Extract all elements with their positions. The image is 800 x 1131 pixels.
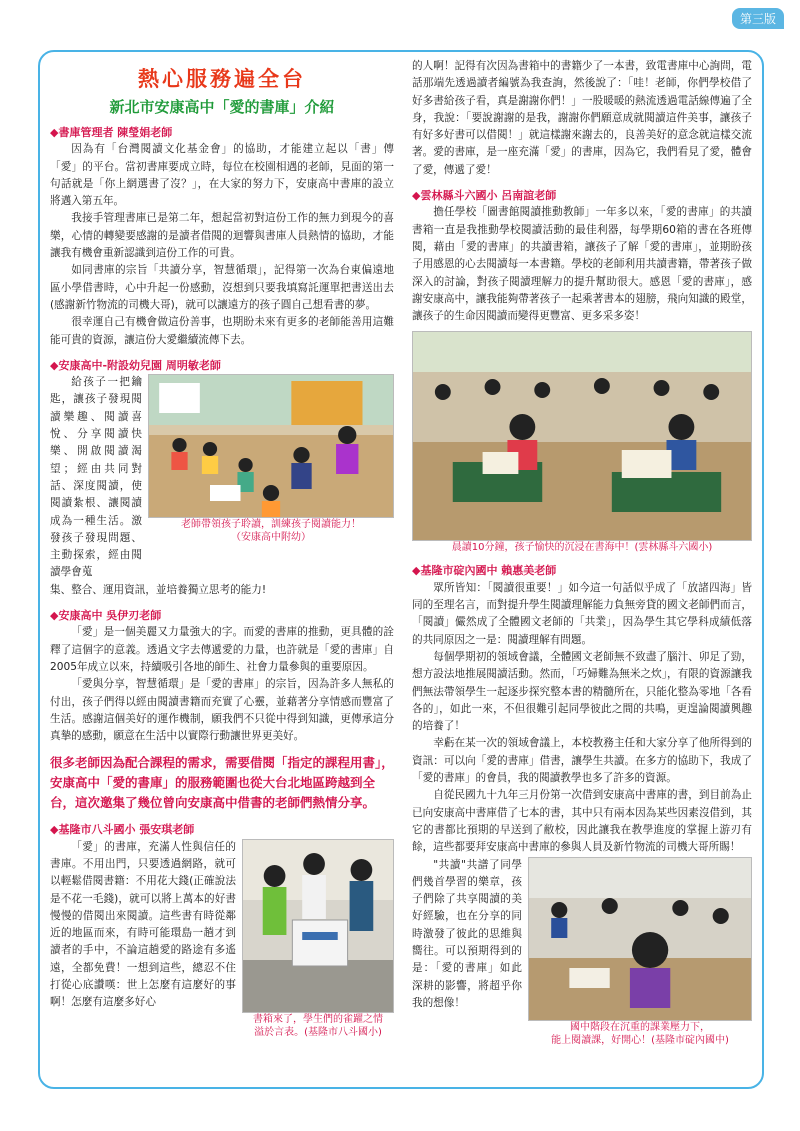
photo-caption: （安康高中附幼） <box>231 532 311 544</box>
paragraph: 的人啊！記得有次因為書箱中的書籍少了一本書，致電書庫中心詢問，電話那端先透過讀者編號為我查詢，然後說了：「哇！老師，你們學校借了好多書給孩子看，真是謝謝你們！」一股暖暖的熱流透過電話線傳遍了全身，我說：「要說謝謝的是我，謝謝你們願意成就閱讀這件美事，讓孩子有好多好書可以借閱！」就這樣謝來謝去的，良善美好的意念就這樣交流著。愛的書庫，是一座充滿「愛」的書庫，因為它，我們看見了愛，體會了愛，傳遞了愛！ <box>412 60 752 176</box>
dingnei-block <box>412 857 752 1047</box>
classroom-reading-photo <box>412 331 752 541</box>
section-heading-chen: ◆書庫管理者 陳瑩娟老師 <box>50 126 173 139</box>
paragraph: 擔任學校「圖書館閱讀推動教師」一年多以來，「愛的書庫」的共讀書箱一直是我推動學校閱讀活動的最佳利器，每學期60箱的書在各班傳閱，藉由「愛的書庫」的共讀書箱，讓孩子了解「愛的書庫」，並期盼孩子用感恩的心去閱讀每一本書籍。學校的老師利用共讀書籍，帶著孩子做深入的討論，對孩子閱讀理解力的提升幫助很大。感恩「愛的書庫」，感謝安康高中，讓我能夠帶著孩子一起乘著書本的翅膀，飛向知識的殿堂，讓孩子的生命因閱讀而變得更豐富、更多采多姿！ <box>412 206 752 323</box>
paragraph: 集、整合、運用資訊，並培養獨立思考的能力! <box>50 583 267 596</box>
paragraph: 給孩子一把鑰匙，讓孩子發現閱讀樂趣、閱讀喜悅、分享閱讀快樂、開啟閱讀渴望；經由共同對話、深度閱讀，使閱讀紮根、讓閱讀成為一種生活。激發孩子發現問題、主動探索，經由閱讀學會蒐 <box>50 376 142 579</box>
section-heading-lai: ◆基隆市碇內國中 賴惠美老師 <box>412 564 557 578</box>
photo-caption: 國中階段在沉重的課業壓力下， <box>570 1021 710 1033</box>
junior-high-photo <box>528 857 752 1021</box>
right-column <box>412 58 752 1047</box>
paragraph: 眾所皆知：「閱讀很重要！」如今這一句話似乎成了「放諸四海」皆同的至理名言，而對提升學生閱讀理解能力負無旁貸的國文老師們而言，「閱讀」儼然成了全體國文老師的「共業」，因為學生其它學科成績低落的共同原因之一是：閱讀理解有問題。 <box>412 581 752 646</box>
kindergarten-photo <box>148 374 394 518</box>
paragraph: 如同書庫的宗旨「共讀分享，智慧循環」，記得第一次為台東偏遠地區小學借書時，心中升起一份感動，沒想到只要我填寫託運單把書送出去(感謝新竹物流的司機大哥)，就可以讓遠方的孩子圓自己想看書的夢。 <box>50 264 394 311</box>
badou-block <box>50 839 394 1039</box>
paragraph: 幸虧在某一次的領域會議上，本校教務主任和大家分享了他所得到的資訊：可以向「愛的書庫」借書，讓學生共讀。在多方的協助下，我成了「愛的書庫」的會員，我的閱讀教學也多了許多的資源。 <box>412 737 752 785</box>
page-title: 熱心服務遍全台 <box>138 67 306 91</box>
photo-caption: 溢於言表。(基隆市八斗國小) <box>254 1026 382 1038</box>
paragraph: 我接手管理書庫已是第二年，想起當初對這份工作的無力到現今的喜樂，心情的轉變要感謝的是讀者借閱的迴響與書庫人員熱情的協助，才能讓我有機會重新認識到這份工作的可貴。 <box>50 212 394 260</box>
photo-caption: 書箱來了，學生們的雀躍之情 <box>253 1013 383 1025</box>
section-heading-wu: ◆安康高中 吳伊刃老師 <box>50 609 162 623</box>
left-column <box>50 58 394 1039</box>
paragraph: 每個學期初的領域會議，全體國文老師無不致盡了腦汁、卯足了勁，想方設法地推展閱讀活動。然而，「巧婦難為無米之炊」，有限的資源讓我們無法帶領學生一起逐步探究整本書的精髓所在，只能化整為零地「各看各的」，如此一來，不但很難引起同學彼此之間的共鳴，更遑論閱讀興趣的培養了！ <box>412 650 752 733</box>
paragraph: 很幸運自己有機會做這份善事，也期盼未來有更多的老師能善用這難能可貴的資源，讓這份大愛繼續流傳下去。 <box>50 316 394 346</box>
paragraph: 「愛與分享，智慧循環」是「愛的書庫」的宗旨，因為許多人無私的付出，孩子們得以經由閱讀書籍而充實了心靈，並藉著分享情感而豐富了生活。感謝這個美好的運作機制，願我們不只從中得到知識，更傳承這分真摯的感動，願意在生活中以實際行動讓世界更美好。 <box>50 678 394 743</box>
page-subtitle: 新北市安康高中「愛的書庫」介紹 <box>109 98 335 116</box>
page-number-badge: 第三版 <box>732 8 784 29</box>
kindergarten-block <box>50 374 394 582</box>
highlight-note: 很多老師因為配合課程的需求，需要借閱「指定的課程用書」，安康高中「愛的書庫」的服務範圍也從大台北地區跨越到全台，這次邀集了幾位曾向安康高中借書的老師們熱情分享。 <box>50 755 394 811</box>
photo-caption: 老師帶領孩子聆讀，訓練孩子閱讀能力！ <box>181 519 361 531</box>
paragraph: 「愛」是一個美麗又力量強大的字。而愛的書庫的推動，更具體的詮釋了這個字的意義。透過文字去傳遞愛的力量，也許就是「愛的書庫」自2005年成立以來，持續吸引各地的師生、社會力量參與的重要原因。 <box>50 626 394 673</box>
paragraph: 因為有「台灣閱讀文化基金會」的協助，才能建立起以「書」傳「愛」的平台。當初書庫要成立時，每位在校園相遇的老師，見面的第一句話就是「你上網選書了沒？」，在大家的努力下，安康高中書庫的設立將邁入第五年。 <box>50 143 394 208</box>
book-box-photo <box>242 839 394 1013</box>
paragraph: 自從民國九十九年三月份第一次借到安康高中書庫的書，到目前為止已向安康高中書庫借了七本的書，其中只有兩本因為某些因素沒借到，其它的書都比預期的早送到了敝校，因此讓我在教學進度的掌握上游刃有餘，這些都要拜安康高中書庫的參與人員及新竹物流的司機大哥所賜！ <box>412 789 752 854</box>
section-heading-zhou: ◆安康高中-附設幼兒園 周明敏老師 <box>50 358 221 372</box>
section-heading-lu: ◆雲林縣斗六國小 呂南誼老師 <box>412 189 557 203</box>
paragraph: "共讀"共譜了同學們幾首學習的樂章，孩子們除了共享閱讀的美好經驗，也在分享的同時激發了彼此的思維與嚮往。可以預期得到的是：「愛的書庫」如此深耕的影響，將超乎你我的想像！ <box>412 858 522 1009</box>
section-heading-zhang: ◆基隆市八斗國小 張安琪老師 <box>50 823 195 837</box>
photo-caption: 能上閱讀課，好開心！(基隆市碇內國中) <box>551 1034 729 1046</box>
paragraph: 「愛」的書庫，充滿人性與信任的書庫。不用出門，只要透過網路，就可以輕鬆借閱書籍：不用花大錢(正確說法是不花一毛錢)，就可以將上萬本的好書慢慢的借閱出來閱讀。這些書有時從鄰近的地區而來，有時可能環島一趟才到讀者的手中，不論這趟愛的路途有多遙遠，全都免費！一想到這些，總忍不住打從心底讚嘆：世上怎麼有這麼好的事啊！怎麼有這麼多好心 <box>50 840 236 1009</box>
photo-caption: 晨讀10分鐘，孩子愉快的沉浸在書海中！(雲林縣斗六國小) <box>451 542 713 554</box>
